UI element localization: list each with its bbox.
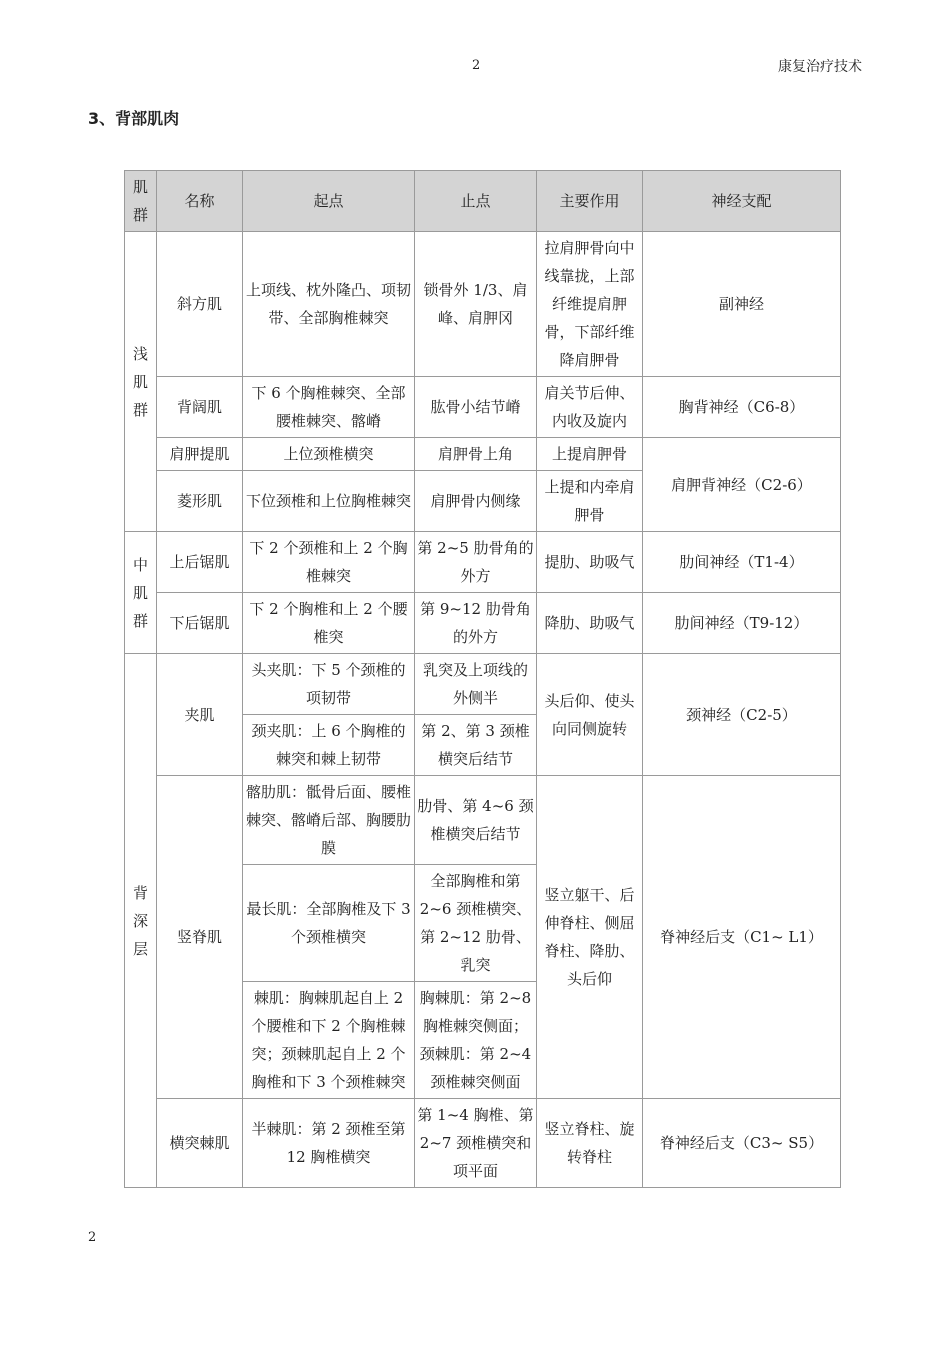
muscle-insertion: 全部胸椎和第 2~6 颈椎横突、第 2~12 肋骨、乳突 <box>415 865 537 982</box>
muscle-name: 下后锯肌 <box>157 593 243 654</box>
muscle-origin: 下 6 个胸椎棘突、全部腰椎棘突、髂嵴 <box>243 377 415 438</box>
muscle-action: 提肋、助吸气 <box>537 532 643 593</box>
group-superficial: 浅肌群 <box>125 232 157 532</box>
muscle-nerve: 肩胛背神经（C2-6） <box>643 438 841 532</box>
muscle-origin: 棘肌：胸棘肌起自上 2 个腰椎和下 2 个胸椎棘突；颈棘肌起自上 2 个胸椎和下 3 个颈椎棘突 <box>243 982 415 1099</box>
muscle-insertion: 第 9~12 肋骨角的外方 <box>415 593 537 654</box>
muscle-insertion: 第 2、第 3 颈椎横突后结节 <box>415 715 537 776</box>
muscle-origin: 颈夹肌：上 6 个胸椎的棘突和棘上韧带 <box>243 715 415 776</box>
muscle-insertion: 胸棘肌：第 2~8 胸椎棘突侧面；颈棘肌：第 2~4 颈椎棘突侧面 <box>415 982 537 1099</box>
muscle-nerve: 脊神经后支（C3~ S5） <box>643 1099 841 1188</box>
muscle-origin: 上位颈椎横突 <box>243 438 415 471</box>
muscle-insertion: 肩胛骨内侧缘 <box>415 471 537 532</box>
muscle-nerve: 副神经 <box>643 232 841 377</box>
table-row <box>125 1099 841 1188</box>
table-row <box>125 438 841 471</box>
muscle-insertion: 锁骨外 1/3、肩峰、肩胛冈 <box>415 232 537 377</box>
group-middle: 中肌群 <box>125 532 157 654</box>
muscle-action: 头后仰、使头向同侧旋转 <box>537 654 643 776</box>
col-header-group: 肌群 <box>125 171 157 232</box>
muscle-name: 夹肌 <box>157 654 243 776</box>
muscle-action: 上提肩胛骨 <box>537 438 643 471</box>
muscle-action: 竖立脊柱、旋转脊柱 <box>537 1099 643 1188</box>
muscle-insertion: 肱骨小结节嵴 <box>415 377 537 438</box>
muscle-origin: 下 2 个颈椎和上 2 个胸椎棘突 <box>243 532 415 593</box>
table-header-row <box>125 171 841 232</box>
muscle-nerve: 肋间神经（T1-4） <box>643 532 841 593</box>
muscle-name: 竖脊肌 <box>157 776 243 1099</box>
muscle-nerve: 脊神经后支（C1~ L1） <box>643 776 841 1099</box>
muscle-insertion: 第 2~5 肋骨角的外方 <box>415 532 537 593</box>
muscle-name: 背阔肌 <box>157 377 243 438</box>
back-muscles-table <box>124 170 841 1188</box>
muscle-origin: 下位颈椎和上位胸椎棘突 <box>243 471 415 532</box>
muscle-action: 竖立躯干、后伸脊柱、侧屈脊柱、降肋、头后仰 <box>537 776 643 1099</box>
muscle-nerve: 肋间神经（T9-12） <box>643 593 841 654</box>
muscle-action: 肩关节后伸、内收及旋内 <box>537 377 643 438</box>
table-row <box>125 776 841 865</box>
muscle-name: 斜方肌 <box>157 232 243 377</box>
header-page-number: 2 <box>472 58 481 73</box>
col-header-name: 名称 <box>157 171 243 232</box>
table-row <box>125 377 841 438</box>
col-header-origin: 起点 <box>243 171 415 232</box>
muscle-insertion: 肋骨、第 4~6 颈椎横突后结节 <box>415 776 537 865</box>
col-header-nerve: 神经支配 <box>643 171 841 232</box>
col-header-insertion: 止点 <box>415 171 537 232</box>
muscle-origin: 头夹肌：下 5 个颈椎的项韧带 <box>243 654 415 715</box>
muscle-origin: 最长肌：全部胸椎及下 3 个颈椎横突 <box>243 865 415 982</box>
muscle-action: 上提和内牵肩胛骨 <box>537 471 643 532</box>
muscle-origin: 上项线、枕外隆凸、项韧带、全部胸椎棘突 <box>243 232 415 377</box>
muscle-action: 降肋、助吸气 <box>537 593 643 654</box>
table-row <box>125 654 841 715</box>
muscle-insertion: 乳突及上项线的外侧半 <box>415 654 537 715</box>
muscle-insertion: 第 1~4 胸椎、第 2~7 颈椎横突和项平面 <box>415 1099 537 1188</box>
table-row <box>125 232 841 377</box>
footer-page-number: 2 <box>88 1230 97 1245</box>
col-header-action: 主要作用 <box>537 171 643 232</box>
muscle-nerve: 颈神经（C2-5） <box>643 654 841 776</box>
muscle-origin: 半棘肌：第 2 颈椎至第 12 胸椎横突 <box>243 1099 415 1188</box>
muscle-origin: 髂肋肌：骶骨后面、腰椎棘突、髂嵴后部、胸腰肋膜 <box>243 776 415 865</box>
table-row <box>125 593 841 654</box>
group-deep: 背深层 <box>125 654 157 1188</box>
muscle-nerve: 胸背神经（C6-8） <box>643 377 841 438</box>
muscle-name: 上后锯肌 <box>157 532 243 593</box>
section-heading: 3、背部肌肉 <box>88 109 180 128</box>
muscle-insertion: 肩胛骨上角 <box>415 438 537 471</box>
table-row <box>125 532 841 593</box>
muscle-action: 拉肩胛骨向中线靠拢，上部纤维提肩胛骨，下部纤维降肩胛骨 <box>537 232 643 377</box>
muscle-origin: 下 2 个胸椎和上 2 个腰椎突 <box>243 593 415 654</box>
muscle-name: 肩胛提肌 <box>157 438 243 471</box>
header-title: 康复治疗技术 <box>778 59 862 75</box>
muscle-name: 菱形肌 <box>157 471 243 532</box>
muscle-name: 横突棘肌 <box>157 1099 243 1188</box>
